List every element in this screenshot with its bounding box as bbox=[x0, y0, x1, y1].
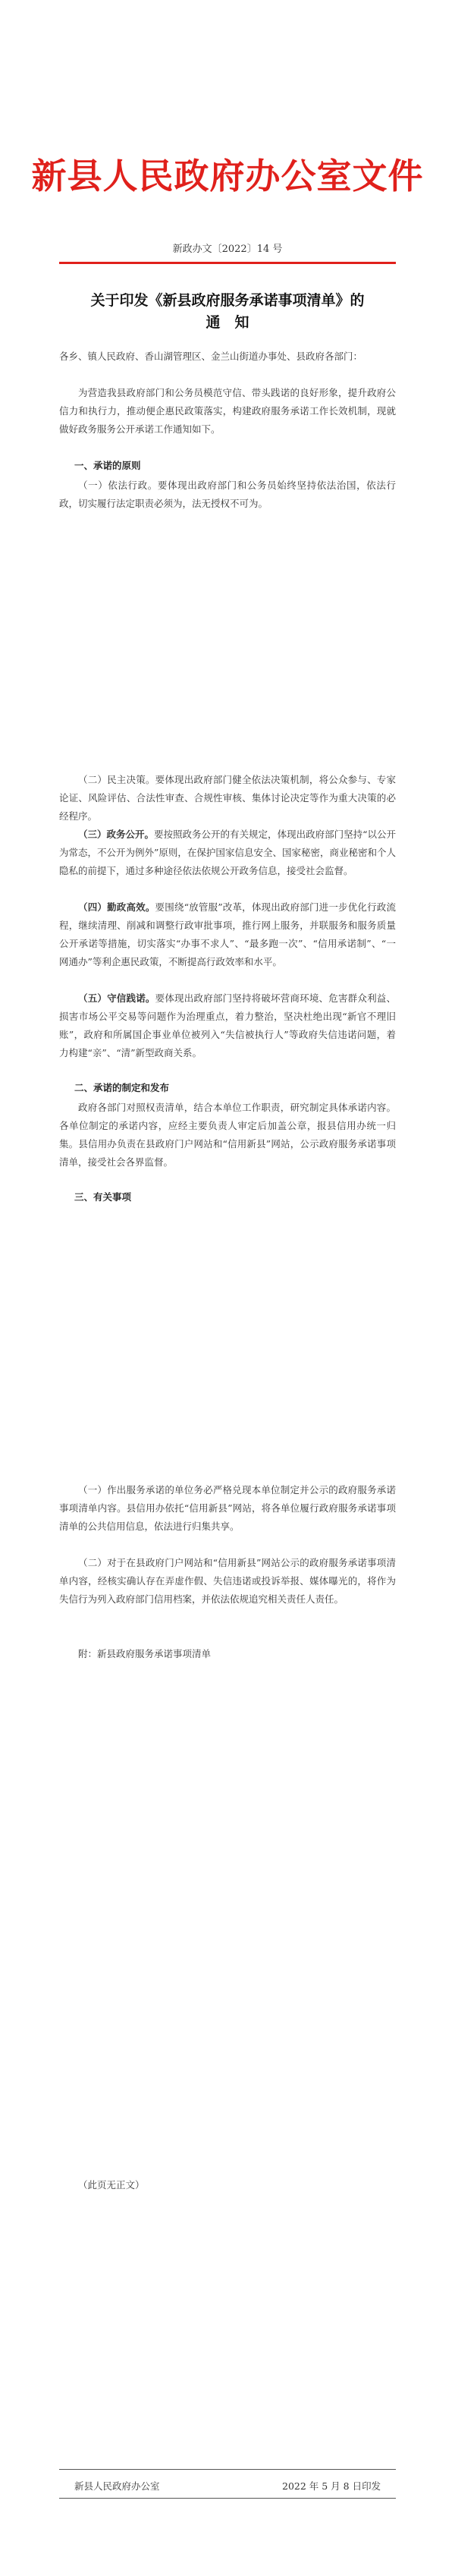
principle-4-text: 要围绕“放管服”改革，体现出政府部门进一步优化行政流程，继续清理、削减和调整行政审批事项，推行网上服务，并联服务和服务质量公开承诺等措施，切实落实“办事不求人”、“最多跑一次”、“信用承诺制”、“一网通办”等利企惠民政策，不断提高行政效率和水平。 bbox=[59, 901, 396, 967]
footer-bottom-rule bbox=[59, 2498, 396, 2499]
principle-3-text: 要按照政务公开的有关规定，体现出政府部门坚持“以公开为常态，不公开为例外”原则，在保护国家信息安全、国家秘密，商业秘密和个人隐私的前提下，通过多种途径依法依规公开政务信息，接受社会监督。 bbox=[59, 829, 396, 876]
footer-top-rule bbox=[59, 2469, 396, 2470]
principle-5-lead: （五）守信践诺。 bbox=[78, 992, 155, 1004]
matter-1: （一）作出服务承诺的单位务必严格兑现本单位制定并公示的政府服务承诺事项清单内容。县信用办依托“信用新县”网站，将各单位履行政府服务承诺事项清单的公共信用信息，依法进行归集共享。 bbox=[59, 1484, 396, 1532]
principle-2: （二）民主决策。要体现出政府部门健全依法决策机制，将公众参与、专家论证、风险评估、合法性审查、合规性审核、集体讨论决定等作为重大决策的必经程序。 bbox=[59, 774, 396, 822]
no-body-note: （此页无正文） bbox=[78, 2179, 145, 2191]
document-number: 新政办文〔2022〕14 号 bbox=[172, 244, 283, 255]
principle-1: （一）依法行政。要体现出政府部门和公务员始终坚持依法治国，依法行政，切实履行法定职责必须为，法无授权不可为。 bbox=[59, 480, 396, 509]
section-heading-2: 二、承诺的制定和发布 bbox=[74, 1082, 170, 1093]
publish-paragraph: 政府各部门对照权责清单，结合本单位工作职责，研究制定具体承诺内容。各单位制定的承诺内容，应经主要负责人审定后加盖公章，报县信用办统一归集。县信用办负责在县政府门户网站和“信用新县”网站，公示政府服务承诺事项清单，接受社会各界监督。 bbox=[59, 1102, 396, 1168]
footer-issue-date: 2022 年 5 月 8 日印发 bbox=[282, 2480, 381, 2492]
notice-title bbox=[0, 290, 455, 334]
principle-5 bbox=[59, 989, 396, 1062]
principle-5-text: 要体现出政府部门坚持将破坏营商环境、危害群众利益、损害市场公平交易等问题作为治理重点，着力整治，坚决杜绝出现“新官不理旧账”，政府和所属国企事业单位被列入“失信被执行人”等政府失信违诺问题，着力构建“亲”、“清”新型政商关系。 bbox=[59, 992, 396, 1058]
principle-4 bbox=[59, 898, 396, 971]
principle-3 bbox=[59, 826, 396, 880]
recipients: 各乡、镇人民政府、香山湖管理区、金兰山街道办事处、县政府各部门： bbox=[59, 351, 363, 362]
section-heading-1: 一、承诺的原则 bbox=[74, 460, 141, 471]
principle-3-lead: （三）政务公开。 bbox=[78, 829, 155, 840]
notice-title-line1: 关于印发《新县政府服务承诺事项清单》的 bbox=[90, 292, 365, 309]
attachment-note: 附：新县政府服务承诺事项清单 bbox=[78, 1648, 212, 1659]
matter-2: （二）对于在县政府门户网站和“信用新县”网站公示的政府服务承诺事项清单内容，经核实确认存在弄虚作假、失信违诺或投诉举报、媒体曝光的，将作为失信行为列入政府部门信用档案，并依法依规追究相关责任人责任。 bbox=[59, 1557, 396, 1605]
principle-4-lead: （四）勤政高效。 bbox=[78, 901, 155, 913]
notice-title-line2: 通 知 bbox=[206, 314, 249, 331]
section-heading-3: 三、有关事项 bbox=[74, 1191, 132, 1203]
footer-issuer: 新县人民政府办公室 bbox=[74, 2480, 160, 2492]
document-header-title: 新县人民政府办公室文件 bbox=[31, 156, 424, 197]
intro-paragraph: 为营造我县政府部门和公务员模范守信、带头践诺的良好形象，提升政府公信力和执行力，推动便企惠民政策落实，构建政府服务承诺工作长效机制，现就做好政务服务公开承诺工作通知如下。 bbox=[59, 387, 396, 435]
red-divider-line bbox=[59, 262, 396, 264]
